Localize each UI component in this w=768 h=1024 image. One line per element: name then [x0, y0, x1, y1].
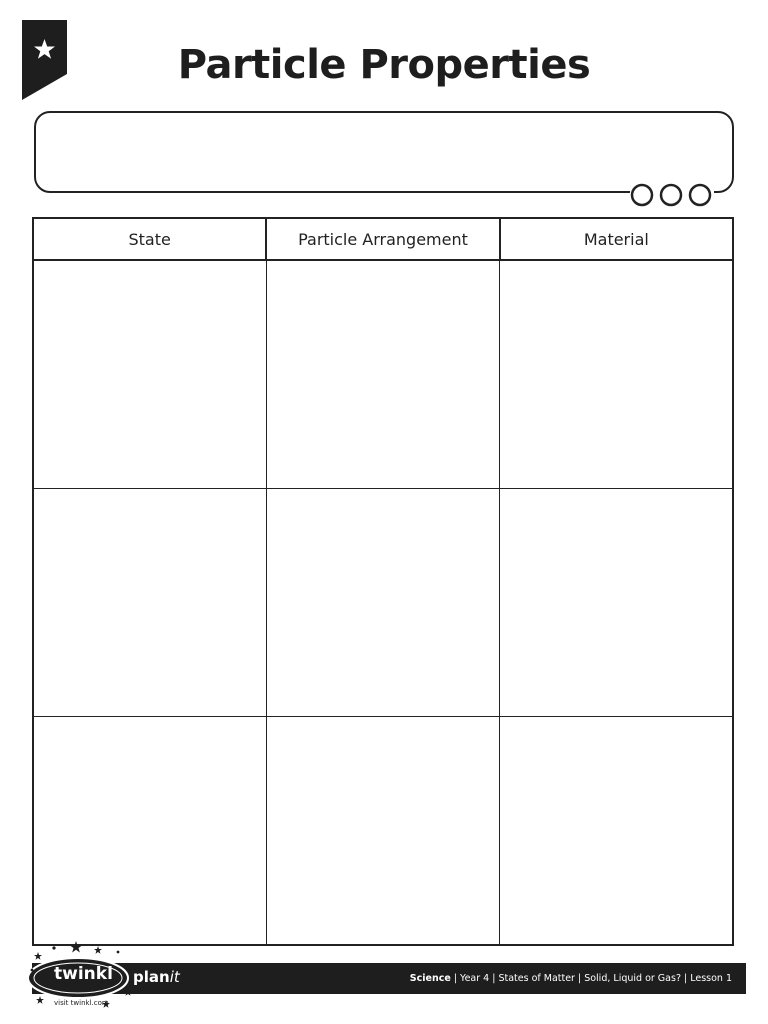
- cell-particle-arrangement[interactable]: [266, 489, 499, 717]
- three-circles-icon: [628, 181, 718, 209]
- planit-italic: it: [169, 968, 180, 986]
- breadcrumb-subject: Science: [409, 973, 451, 984]
- table-row: [33, 260, 733, 489]
- cell-material[interactable]: [500, 260, 733, 489]
- breadcrumb: [410, 973, 732, 984]
- cell-particle-arrangement[interactable]: [266, 260, 499, 489]
- breadcrumb-path: | Year 4 | States of Matter | Solid, Liquid or Gas? | Lesson 1: [450, 973, 732, 984]
- table-row: [33, 717, 733, 946]
- logo-url: visit twinkl.com: [54, 999, 109, 1007]
- cell-particle-arrangement[interactable]: [266, 717, 499, 946]
- cell-state[interactable]: [33, 489, 266, 717]
- table-header-row: [33, 218, 733, 260]
- header-particle-arrangement: Particle Arrangement: [266, 218, 499, 260]
- planit-label: [133, 968, 180, 986]
- cell-material[interactable]: [500, 489, 733, 717]
- cell-state[interactable]: [33, 717, 266, 946]
- header-state: State: [33, 218, 266, 260]
- cell-material[interactable]: [500, 717, 733, 946]
- cell-state[interactable]: [33, 260, 266, 489]
- header-material: Material: [500, 218, 733, 260]
- planit-bold: plan: [133, 968, 170, 986]
- properties-table: [32, 217, 734, 939]
- logo-text: twinkl: [54, 964, 113, 984]
- table-row: [33, 489, 733, 717]
- page-title: Particle Properties: [177, 42, 591, 88]
